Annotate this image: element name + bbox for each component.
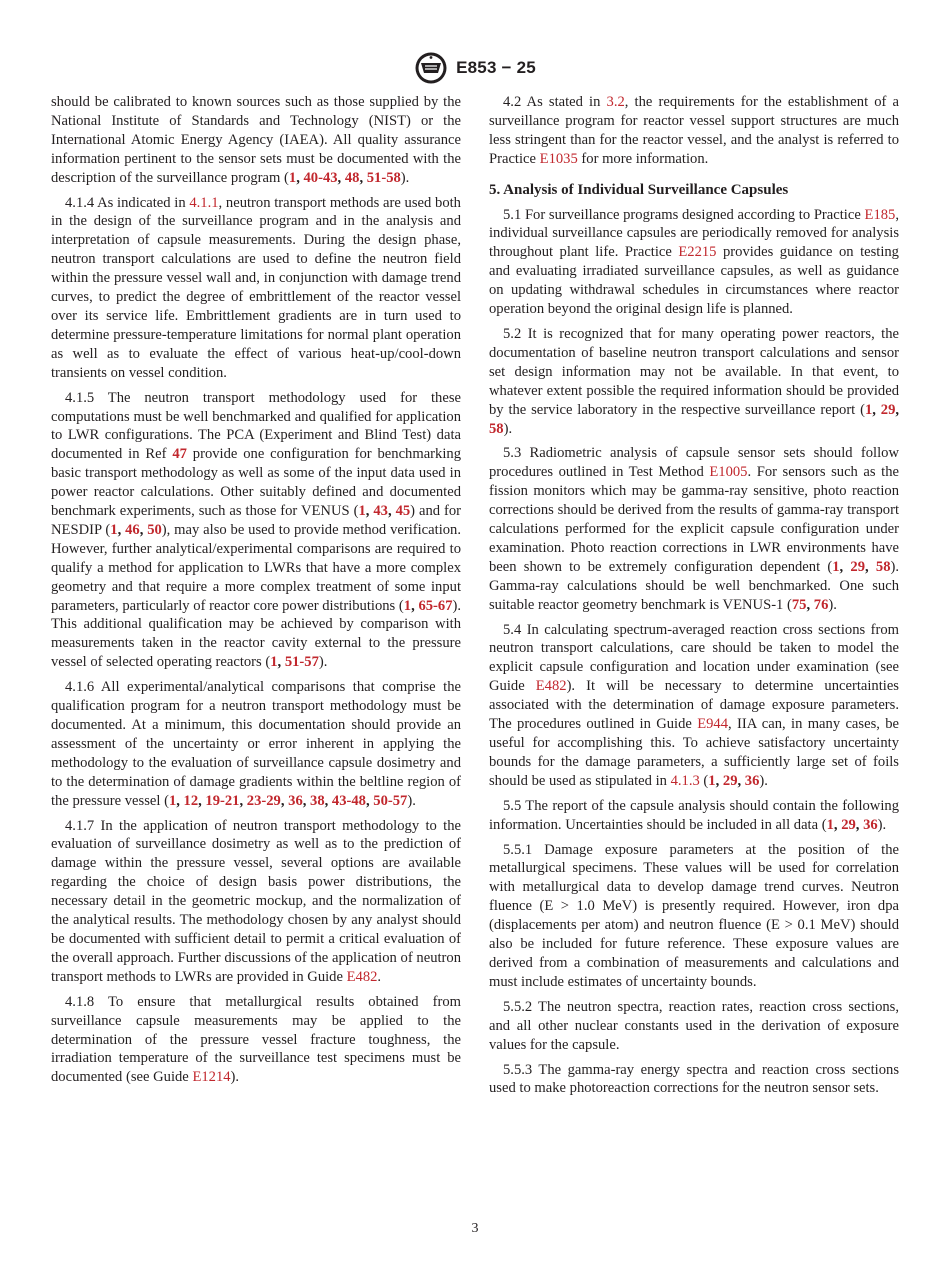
paragraph-5-1: 5.1 For surveillance programs designed according to Practice E185, individual surveillance capsules are periodically removed for analysis throughout plant life. Practice E2215 provides guidance on testing and evaluating irradiated surveillance capsules, as well as guidance on updating withdrawal schedules in circumstances where reactor operation beyond the original design life is planned. [489, 206, 899, 318]
ref-link[interactable]: 29 [722, 772, 738, 789]
ref-link[interactable]: 1 [110, 521, 118, 538]
paragraph-4-1-3-cont: should be calibrated to known sources such as those supplied by the National Institute of Standards and Technology (NIST) or the International Atomic Energy Agency (IAEA). All quality assurance information pertinent to the sensor sets must be documented with the description of the surveillance program (1, 40-43, 48, 51-58). [51, 94, 461, 186]
section-link[interactable]: 3.2 [606, 94, 625, 110]
ref-link[interactable]: 19-21 [205, 792, 240, 809]
ref-link[interactable]: 1 [168, 792, 177, 809]
paragraph-4-1-7: 4.1.7 In the application of neutron transport methodology to the evaluation of surveillance dosimetry as well as to the prediction of damage within the pressure vessel, several options are available regarding the choice of design basis power distributions, the necessary detail in the geometric mockup, and the normalization of the analytical results. The methodology chosen by any analyst should be documented with sufficient detail to permit a critical evaluation of the overall approach. Further discussions of the application of neutron transport methods to LWRs are provided in Guide E482. [51, 817, 461, 985]
standard-link[interactable]: E944 [697, 716, 729, 733]
ref-link[interactable]: 1 [403, 597, 412, 614]
section-heading: 5. Analysis of Individual Surveillance Capsules [489, 181, 789, 198]
left-column [51, 93, 461, 1093]
ref-link[interactable]: 43 [373, 503, 388, 520]
paragraph-4-1-5: 4.1.5 The neutron transport methodology used for these computations must be well benchmarked and qualified for application to LWR configurations. The PCA (Experiment and Blind Test) data documented in Ref 47 provide one configuration for benchmarking basic transport methodology as well as some of the input data used in power reactor calculations. Other suitably defined and documented benchmark experiments, such as those for VENUS (1, 43, 45) and for NESDIP (1, 46, 50), may also be used to provide method verification. However, further analytical/experimental comparisons are required to qualify a method for application to LWRs that have a more complex geometry and that require a more complex treatment of some input parameters, particularly of reactor core power distributions (1, 65-67). This additional qualification may be achieved by comparison with measurements taken in the reactor cavity external to the pressure vessel of selected operating reactors (1, 51-57). [51, 389, 462, 671]
standard-link[interactable]: E2215 [678, 244, 717, 261]
ref-link[interactable]: 75 [791, 596, 807, 613]
ref-link[interactable]: 43-48 [331, 792, 366, 809]
standard-designation: E853 − 25 [456, 58, 536, 77]
ref-link[interactable]: 36 [744, 772, 760, 789]
paragraph-5-5-1: 5.5.1 Damage exposure parameters at the position of the metallurgical specimens. These values will be used for correlation with metallurgical data to develop damage trend curves. Neutron fluence (E > 1.0 MeV) is presently required. However, iron dpa (displacements per atom) and neutron fluence (E > 0.1 MeV) should also be included for future reference. These exposure values are derived from a combination of measurements and calculations and must include estimates of uncertainty bounds. [489, 841, 899, 990]
ref-link[interactable]: 48 [344, 169, 360, 186]
right-column [489, 93, 899, 1104]
ref-link[interactable]: 1 [708, 772, 716, 789]
ref-link[interactable]: 51-58 [366, 169, 401, 186]
paragraph-4-1-4: 4.1.4 As indicated in 4.1.1, neutron transport methods are used both in the design of the surveillance program and in the analysis and interpretation of capsule measurements. During the design phase, neutron transport calculations are used to define the neutron field within the pressure vessel wall and, in conjunction with damage trend curves, to predict the degree of embrittlement of the reactor vessel over its service life. Embrittlement gradients are in turn used to determine pressure-temperature limitations for normal plant operation as well as to evaluate the effect of various heat-up/cool-down transients on vessel condition. [51, 194, 461, 381]
standard-link[interactable]: E1005 [709, 464, 748, 481]
paragraph-5-3: 5.3 Radiometric analysis of capsule sensor sets should follow procedures outlined in Test Method E1005. For sensors such as the fission monitors which may be gamma-ray sensitive, photo reaction corrections should be derived from the results of gamma-ray transport calculations performed for the explicit capsule configuration under examination. Photo reaction corrections in LWR environments have been shown to be extremely configuration dependent (1, 29, 58). Gamma-ray calculations should be well benchmarked. One such suitable reactor geometry benchmark is VENUS-1 (75, 76). [489, 445, 900, 613]
ref-link[interactable]: 1 [864, 401, 873, 418]
ref-link[interactable]: 47 [172, 446, 187, 463]
section-link[interactable]: 4.1.3 [670, 772, 700, 789]
standard-link[interactable]: E185 [864, 206, 896, 223]
ref-link[interactable]: 65-67 [418, 597, 453, 614]
paragraph-5-5-3: 5.5.3 The gamma-ray energy spectra and reaction cross sections used to make photoreaction corrections for the neutron sensor sets. [489, 1061, 899, 1097]
ref-link[interactable]: 40-43 [303, 169, 338, 186]
ref-link[interactable]: 58 [875, 558, 891, 575]
ref-link[interactable]: 76 [813, 596, 829, 613]
ref-link[interactable]: 1 [270, 654, 278, 671]
ref-link[interactable]: 45 [395, 503, 411, 520]
standard-link[interactable]: E1035 [539, 150, 578, 167]
paragraph-4-1-8: 4.1.8 To ensure that metallurgical results obtained from surveillance capsule measurements may be applied to the determination of the pressure vessel fracture toughness, the irradiation temperature of the surveillance test specimens must be documented (see Guide E1214). [51, 993, 461, 1086]
ref-link[interactable]: 36 [863, 816, 878, 833]
ref-link[interactable]: 23-29 [246, 792, 281, 809]
paragraph-4-2: 4.2 As stated in 3.2, the requirements for the establishment of a surveillance program for reactor vessel support structures are much less stringent than for the reactor vessel, and the analyst is referred to Practice E1035 for more information. [489, 94, 900, 167]
ref-link[interactable]: 29 [850, 558, 866, 575]
standard-link[interactable]: E482 [346, 968, 378, 985]
astm-logo-icon [414, 51, 448, 85]
standard-link[interactable]: E1214 [192, 1069, 231, 1086]
ref-link[interactable]: 46 [125, 521, 140, 538]
ref-link[interactable]: 12 [183, 792, 199, 809]
paragraph-5-2: 5.2 It is recognized that for many operating power reactors, the documentation of baseline neutron transport calculations and sensor set design information may not be available. In that event, to whatever extent possible the required information should be provided by the service laboratory in the respective surveillance report (1, 29, 58). [489, 325, 900, 437]
paragraph-5-5: 5.5 The report of the capsule analysis should contain the following information. Uncertainties should be included in all data (1, 29, 36). [489, 797, 899, 833]
section-link[interactable]: 4.1.1 [189, 194, 219, 211]
ref-link[interactable]: 50-57 [373, 792, 408, 809]
ref-link[interactable]: 50 [147, 521, 162, 538]
paragraph-4-1-6: 4.1.6 All experimental/analytical comparisons that comprise the qualification program for a neutron transport methodology must be documented. At a minimum, this documentation should provide an assessment of the uncertainty or error inherent in applying the methodology to the evaluation of surveillance capsule dosimetry and to the determination of damage gradients within the beltline region of the pressure vessel (1, 12, 19-21, 23-29, 36, 38, 43-48, 50-57). [51, 679, 461, 809]
paragraph-5-4: 5.4 In calculating spectrum-averaged reaction cross sections from neutron transport calculations, care should be taken to model the explicit capsule configuration and location under examination (see Guide E482). It will be necessary to determine uncertainties associated with the determination of damage exposure parameters. The procedures outlined in Guide E944, IIA can, in many cases, be useful for accomplishing this. To achieve satisfactory uncertainty bounds for the damage parameters, a sufficiently large set of foils should be used as stipulated in 4.1.3 (1, 29, 36). [489, 621, 900, 789]
ref-link[interactable]: 29 [841, 816, 856, 833]
ref-link[interactable]: 1 [288, 169, 297, 186]
ref-link[interactable]: 1 [358, 503, 366, 520]
ref-link[interactable]: 36 [288, 792, 303, 809]
page-header [0, 50, 950, 86]
ref-link[interactable]: 38 [310, 792, 325, 809]
standard-link[interactable]: E482 [535, 678, 567, 695]
page-number: 3 [471, 1221, 479, 1236]
ref-link[interactable]: 1 [832, 558, 840, 575]
ref-link[interactable]: 58 [489, 420, 504, 437]
ref-link[interactable]: 1 [826, 816, 834, 833]
ref-link[interactable]: 29 [880, 401, 896, 418]
ref-link[interactable]: 51-57 [284, 654, 319, 671]
paragraph-5-5-2: 5.5.2 The neutron spectra, reaction rates, reaction cross sections, and all other nuclear constants used in the derivation of exposure values for the capsule. [489, 998, 899, 1053]
